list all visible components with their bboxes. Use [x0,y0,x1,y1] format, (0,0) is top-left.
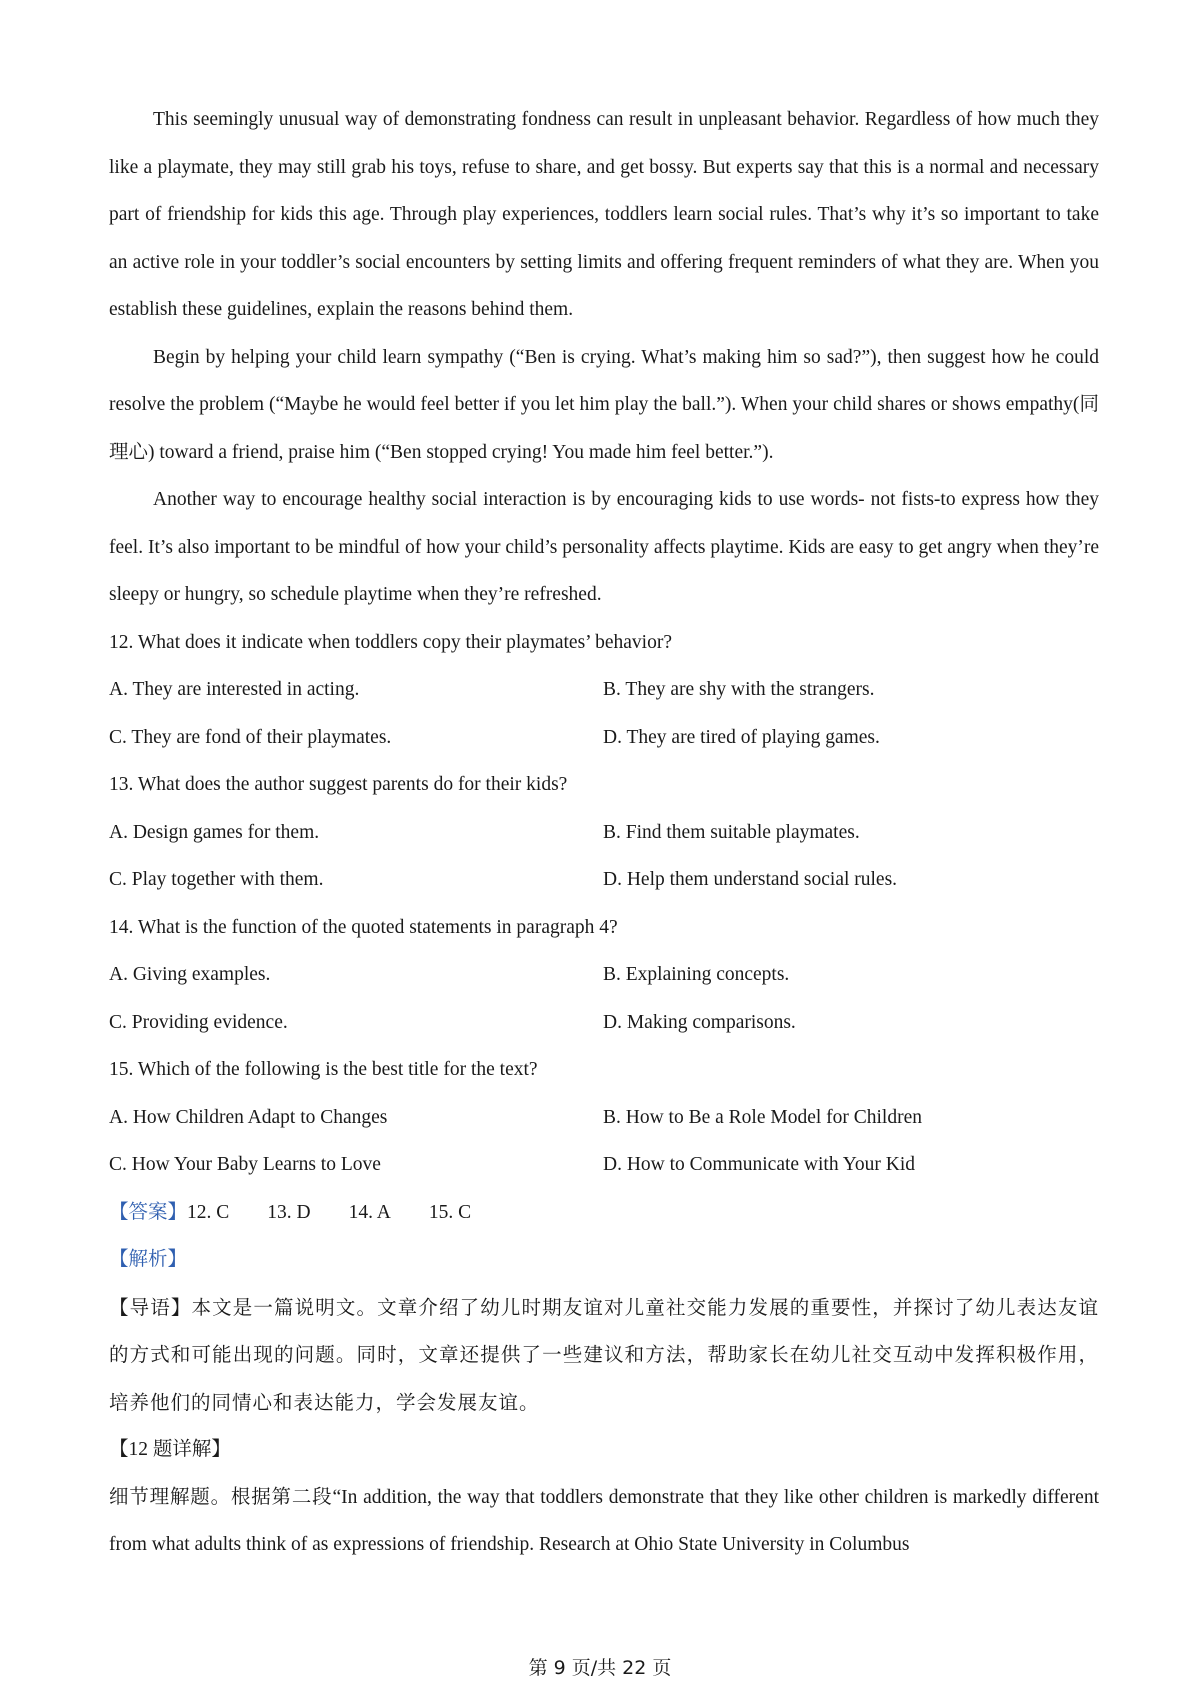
q12-detail-text: 细节理解题。根据第二段“In addition, the way that toddlers demonstrate that they like other children is markedly different from what adults think of as expressions of friendship. Research at Ohio State University in Columbus [109,1486,1099,1555]
passage-paragraph-2: Begin by helping your child learn sympathy (“Ben is crying. What’s making him so sad?”), then suggest how he could resolve the problem (“Maybe he would feel better if you let him play the ball.”). When your child shares or shows empathy(同理心) toward a friend, praise him (“Ben stopped crying! You made him feel better.”). [109,346,1099,463]
question-14-options-row-1 [109,951,1099,999]
option-14-a: A. Giving examples. [109,964,271,985]
option-15-c: C. How Your Baby Learns to Love [109,1154,381,1175]
option-15-a: A. How Children Adapt to Changes [109,1106,388,1128]
question-12-options-row-2 [109,714,1099,762]
question-13-options-row-2 [109,856,1099,904]
option-14-d: D. Making comparisons. [603,1011,796,1033]
option-12-a: A. They are interested in acting. [109,679,360,700]
option-13-a: A. Design games for them. [109,821,320,843]
option-14-b: B. Explaining concepts. [603,964,790,985]
option-12-c: C. They are fond of their playmates. [109,726,392,748]
question-14-stem: 14. What is the function of the quoted statements in paragraph 4? [109,916,618,938]
answer-item: 14. A [348,1201,391,1223]
option-12-d: D. They are tired of playing games. [603,726,880,748]
analysis-label: 【解析】 [109,1249,188,1270]
option-13-c: C. Play together with them. [109,869,324,890]
question-15-options-row-2 [109,1141,1099,1189]
answer-item: 13. D [267,1201,311,1223]
passage-paragraph-3: Another way to encourage healthy social interaction is by encouraging kids to use words- not fists-to express how they feel. It’s also important to be mindful of how your child’s personality affects playtime. Kids are easy to get angry when they’re sleepy or hungry, so schedule playtime when they’re refreshed. [109,489,1099,605]
question-13-options-row-1 [109,809,1099,857]
option-14-c: C. Providing evidence. [109,1011,288,1033]
answer-row [109,1189,1099,1237]
q12-detail-heading: 【12 题详解】 [109,1439,231,1460]
option-12-b: B. They are shy with the strangers. [603,679,875,700]
document-page [109,96,1099,1569]
question-12-options-row-1 [109,666,1099,714]
question-14-options-row-2 [109,999,1099,1047]
page-footer: 第 9 页/共 22 页 [528,1657,672,1679]
answer-item: 12. C [187,1201,230,1223]
question-13-stem: 13. What does the author suggest parents do for their kids? [109,774,568,795]
option-15-b: B. How to Be a Role Model for Children [603,1106,922,1128]
passage-paragraph-1: This seemingly unusual way of demonstrating fondness can result in unpleasant behavior. Regardless of how much they like a playmate, they may still grab his toys, refuse to share, and get bossy. But experts say that this is a normal and necessary part of friendship for kids this age. Through play experiences, toddlers learn social rules. That’s why it’s so important to take an active role in your toddler’s social encounters by setting limits and offering frequent reminders of what they are. When you establish these guidelines, explain the reasons behind them. [109,109,1099,320]
answer-item: 15. C [428,1201,472,1223]
option-13-d: D. Help them understand social rules. [603,869,898,890]
answer-label: 【答案】 [109,1201,188,1223]
option-15-d: D. How to Communicate with Your Kid [603,1154,915,1175]
question-15-stem: 15. Which of the following is the best title for the text? [109,1059,538,1080]
analysis-intro: 【导语】本文是一篇说明文。文章介绍了幼儿时期友谊对儿童社交能力发展的重要性，并探讨了幼儿表达友谊的方式和可能出现的问题。同时，文章还提供了一些建议和方法，帮助家长在幼儿社交互动中发挥积极作用，培养他们的同情心和表达能力，学会发展友谊。 [109,1295,1099,1414]
question-12-stem: 12. What does it indicate when toddlers copy their playmates’ behavior? [109,631,672,653]
option-13-b: B. Find them suitable playmates. [603,821,860,843]
question-15-options-row-1 [109,1094,1099,1142]
